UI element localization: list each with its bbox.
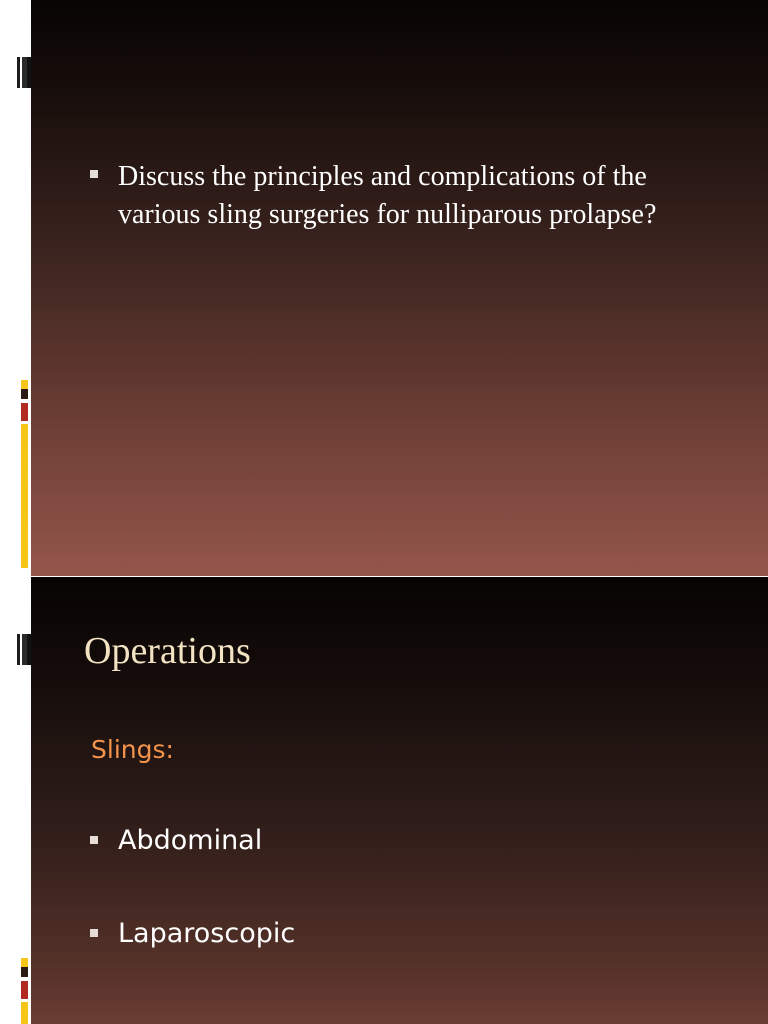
- square-bullet-icon: [90, 929, 98, 937]
- slide-title: Operations: [84, 630, 251, 672]
- slide-background: [31, 0, 768, 576]
- question-text: Discuss the principles and complications of the various sling surgeries for nulliparous prolapse?: [118, 161, 657, 230]
- decorative-dark-bars: [17, 634, 31, 665]
- slings-subheading: Slings:: [91, 735, 174, 764]
- decorative-color-bars: [21, 958, 28, 1024]
- list-item-label: Laparoscopic: [118, 918, 296, 949]
- question-bullet: [92, 158, 702, 234]
- list-item-label: Abdominal: [118, 825, 263, 856]
- list-item: [92, 918, 295, 949]
- square-bullet-icon: [90, 170, 98, 178]
- square-bullet-icon: [90, 836, 98, 844]
- list-item: [92, 825, 262, 856]
- decorative-color-bars: [21, 380, 28, 568]
- decorative-dark-bars: [17, 57, 31, 88]
- slide-2: [0, 577, 768, 1024]
